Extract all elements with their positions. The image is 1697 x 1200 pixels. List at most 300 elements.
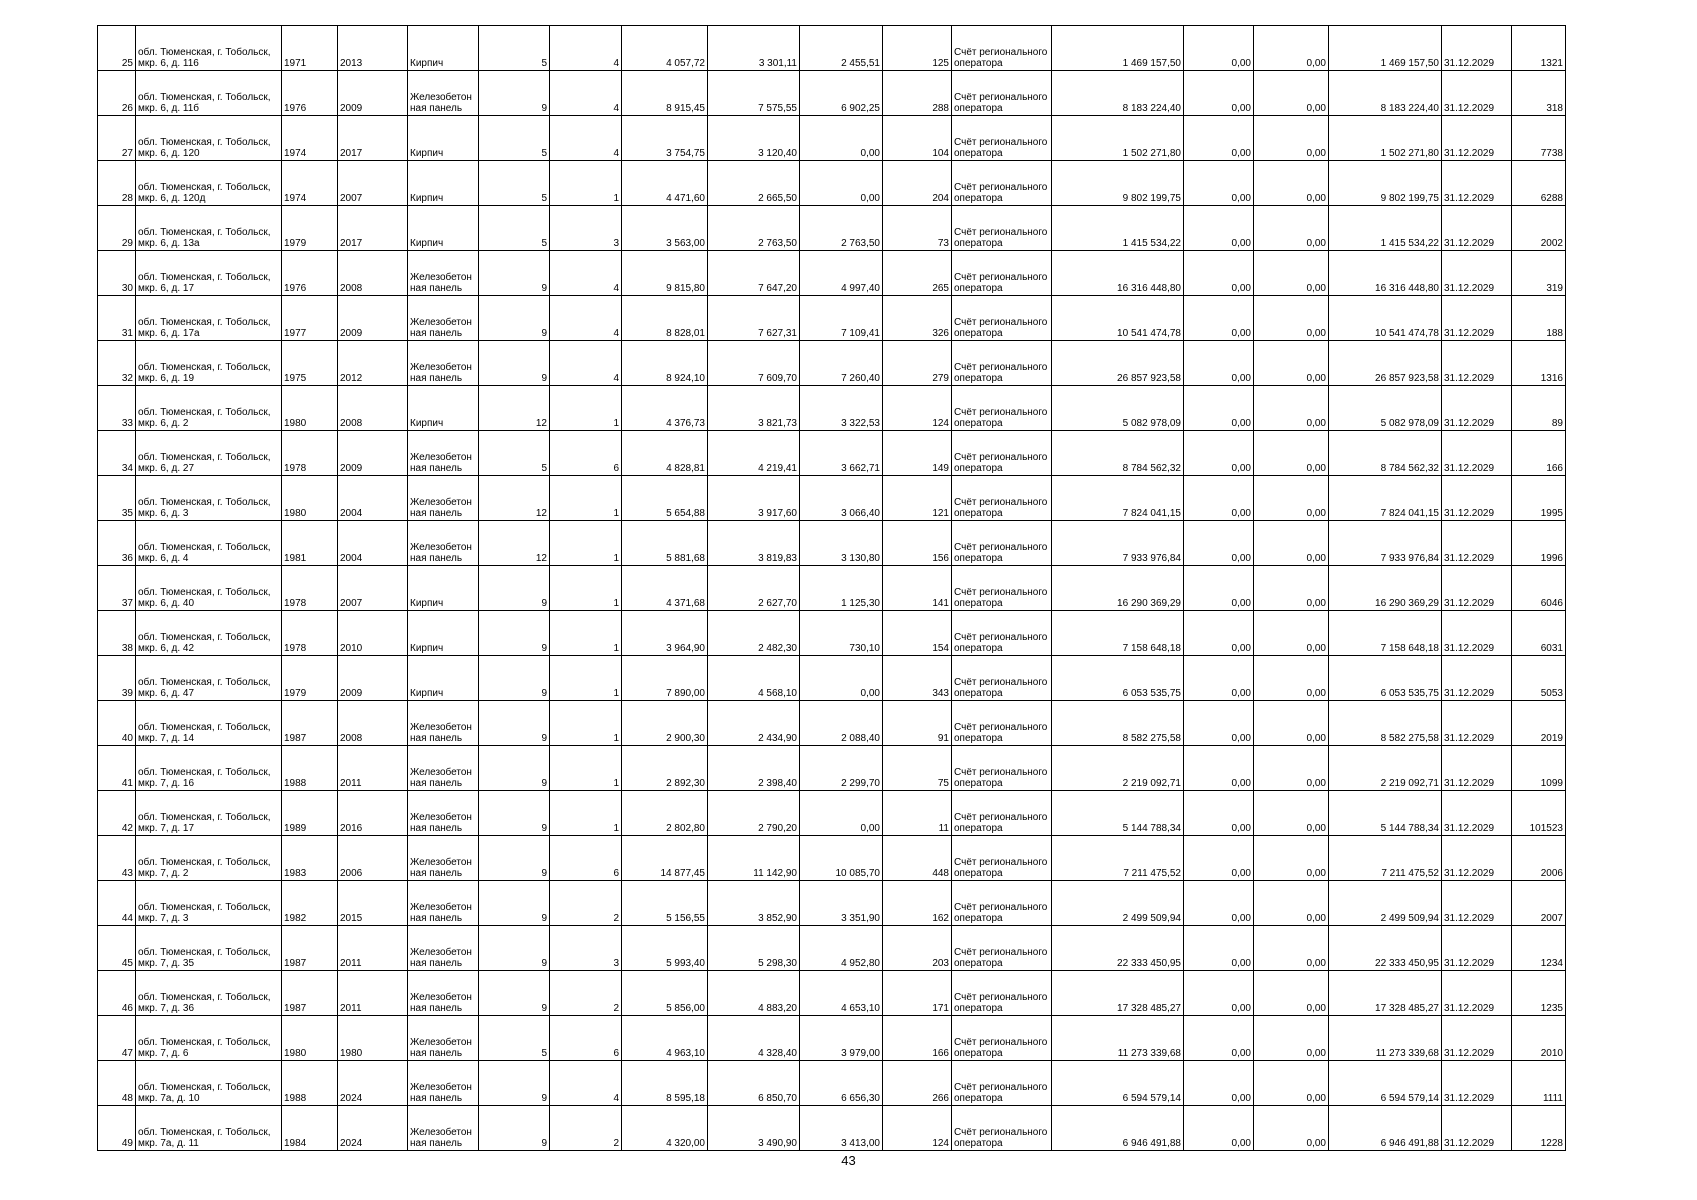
cell-house-id: 1316	[1512, 341, 1566, 386]
cell-total-area: 8 915,45	[622, 71, 708, 116]
cell-wall-material: Кирпич	[408, 26, 479, 71]
cell-residents: 154	[883, 611, 952, 656]
cell-year-built: 1976	[282, 251, 338, 296]
cell-fund-method: Счёт регионального оператора	[952, 836, 1052, 881]
cell-floors: 9	[479, 1106, 550, 1151]
cell-fund-method: Счёт регионального оператора	[952, 791, 1052, 836]
cell-cost-other: 0,00	[1254, 701, 1329, 746]
cell-cost-other: 0,00	[1254, 881, 1329, 926]
cell-total-area: 8 828,01	[622, 296, 708, 341]
cell-year-renovated: 2009	[338, 296, 408, 341]
cell-floors: 9	[479, 656, 550, 701]
cell-row-number: 37	[98, 566, 136, 611]
cell-address: обл. Тюменская, г. Тобольск, мкр. 6, д. 42	[136, 611, 282, 656]
cell-own-funds: 2 219 092,71	[1329, 746, 1442, 791]
cell-completion-date: 31.12.2029	[1442, 566, 1512, 611]
cell-year-renovated: 2012	[338, 341, 408, 386]
cell-total-cost: 1 469 157,50	[1052, 26, 1184, 71]
cell-own-funds: 16 316 448,80	[1329, 251, 1442, 296]
cell-row-number: 40	[98, 701, 136, 746]
cell-entrances: 4	[550, 26, 622, 71]
cell-floors: 9	[479, 791, 550, 836]
cell-entrances: 6	[550, 431, 622, 476]
cell-year-built: 1987	[282, 926, 338, 971]
cell-residents: 279	[883, 341, 952, 386]
cell-wall-material: Железобетонная панель	[408, 701, 479, 746]
cell-completion-date: 31.12.2029	[1442, 881, 1512, 926]
cell-completion-date: 31.12.2029	[1442, 746, 1512, 791]
cell-house-id: 5053	[1512, 656, 1566, 701]
cell-own-funds: 7 158 648,18	[1329, 611, 1442, 656]
cell-residential-area: 7 575,55	[708, 71, 800, 116]
cell-fund-method: Счёт регионального оператора	[952, 521, 1052, 566]
cell-fund-method: Счёт регионального оператора	[952, 1106, 1052, 1151]
cell-address: обл. Тюменская, г. Тобольск, мкр. 7, д. 16	[136, 746, 282, 791]
cell-cost-other: 0,00	[1254, 206, 1329, 251]
cell-total-area: 3 754,75	[622, 116, 708, 161]
cell-house-id: 6288	[1512, 161, 1566, 206]
cell-row-number: 47	[98, 1016, 136, 1061]
table-row	[98, 161, 1566, 206]
cell-year-renovated: 2011	[338, 926, 408, 971]
cell-cost-subsidy: 0,00	[1184, 476, 1254, 521]
cell-entrances: 2	[550, 971, 622, 1016]
cell-floors: 9	[479, 701, 550, 746]
cell-residents: 156	[883, 521, 952, 566]
cell-row-number: 45	[98, 926, 136, 971]
cell-wall-material: Кирпич	[408, 566, 479, 611]
cell-fund-method: Счёт регионального оператора	[952, 71, 1052, 116]
cell-house-id: 1235	[1512, 971, 1566, 1016]
cell-own-funds: 6 594 579,14	[1329, 1061, 1442, 1106]
cell-address: обл. Тюменская, г. Тобольск, мкр. 6, д. 2	[136, 386, 282, 431]
cell-fund-method: Счёт регионального оператора	[952, 476, 1052, 521]
cell-cost-other: 0,00	[1254, 116, 1329, 161]
cell-total-cost: 17 328 485,27	[1052, 971, 1184, 1016]
cell-wall-material: Кирпич	[408, 116, 479, 161]
cell-entrances: 6	[550, 1016, 622, 1061]
cell-private-area: 0,00	[800, 116, 883, 161]
cell-own-funds: 6 053 535,75	[1329, 656, 1442, 701]
cell-own-funds: 7 211 475,52	[1329, 836, 1442, 881]
cell-year-renovated: 2011	[338, 746, 408, 791]
cell-residents: 343	[883, 656, 952, 701]
cell-fund-method: Счёт регионального оператора	[952, 161, 1052, 206]
cell-fund-method: Счёт регионального оператора	[952, 926, 1052, 971]
cell-address: обл. Тюменская, г. Тобольск, мкр. 7, д. 35	[136, 926, 282, 971]
cell-wall-material: Железобетонная панель	[408, 926, 479, 971]
cell-cost-subsidy: 0,00	[1184, 431, 1254, 476]
cell-residential-area: 3 120,40	[708, 116, 800, 161]
cell-year-built: 1977	[282, 296, 338, 341]
cell-entrances: 1	[550, 656, 622, 701]
cell-residential-area: 3 852,90	[708, 881, 800, 926]
cell-cost-other: 0,00	[1254, 1106, 1329, 1151]
cell-year-built: 1982	[282, 881, 338, 926]
table-row	[98, 521, 1566, 566]
cell-year-renovated: 2024	[338, 1106, 408, 1151]
cell-completion-date: 31.12.2029	[1442, 791, 1512, 836]
cell-residents: 11	[883, 791, 952, 836]
cell-year-built: 1988	[282, 1061, 338, 1106]
cell-house-id: 1996	[1512, 521, 1566, 566]
cell-year-built: 1978	[282, 611, 338, 656]
cell-own-funds: 10 541 474,78	[1329, 296, 1442, 341]
cell-house-id: 89	[1512, 386, 1566, 431]
cell-residents: 141	[883, 566, 952, 611]
table-row	[98, 791, 1566, 836]
cell-private-area: 730,10	[800, 611, 883, 656]
table-row	[98, 656, 1566, 701]
cell-entrances: 4	[550, 296, 622, 341]
cell-own-funds: 1 415 534,22	[1329, 206, 1442, 251]
cell-private-area: 2 299,70	[800, 746, 883, 791]
cell-total-area: 4 057,72	[622, 26, 708, 71]
cell-year-built: 1974	[282, 161, 338, 206]
cell-total-cost: 11 273 339,68	[1052, 1016, 1184, 1061]
cell-row-number: 42	[98, 791, 136, 836]
cell-completion-date: 31.12.2029	[1442, 1106, 1512, 1151]
cell-entrances: 4	[550, 341, 622, 386]
cell-year-renovated: 2017	[338, 206, 408, 251]
cell-residents: 75	[883, 746, 952, 791]
cell-cost-other: 0,00	[1254, 161, 1329, 206]
cell-entrances: 3	[550, 926, 622, 971]
table-row	[98, 926, 1566, 971]
cell-floors: 5	[479, 26, 550, 71]
cell-entrances: 4	[550, 71, 622, 116]
cell-cost-other: 0,00	[1254, 71, 1329, 116]
cell-completion-date: 31.12.2029	[1442, 611, 1512, 656]
cell-wall-material: Железобетонная панель	[408, 341, 479, 386]
cell-total-area: 4 828,81	[622, 431, 708, 476]
cell-total-area: 4 371,68	[622, 566, 708, 611]
cell-entrances: 1	[550, 521, 622, 566]
cell-completion-date: 31.12.2029	[1442, 251, 1512, 296]
cell-address: обл. Тюменская, г. Тобольск, мкр. 6, д. 120	[136, 116, 282, 161]
cell-year-built: 1980	[282, 386, 338, 431]
cell-cost-subsidy: 0,00	[1184, 161, 1254, 206]
cell-residential-area: 2 434,90	[708, 701, 800, 746]
cell-total-area: 4 376,73	[622, 386, 708, 431]
cell-year-built: 1987	[282, 971, 338, 1016]
cell-row-number: 49	[98, 1106, 136, 1151]
cell-address: обл. Тюменская, г. Тобольск, мкр. 7, д. 6	[136, 1016, 282, 1061]
cell-own-funds: 1 502 271,80	[1329, 116, 1442, 161]
cell-house-id: 2007	[1512, 881, 1566, 926]
cell-total-cost: 1 415 534,22	[1052, 206, 1184, 251]
cell-address: обл. Тюменская, г. Тобольск, мкр. 7, д. 36	[136, 971, 282, 1016]
cell-residents: 162	[883, 881, 952, 926]
cell-own-funds: 26 857 923,58	[1329, 341, 1442, 386]
cell-cost-other: 0,00	[1254, 521, 1329, 566]
cell-wall-material: Железобетонная панель	[408, 296, 479, 341]
cell-own-funds: 8 582 275,58	[1329, 701, 1442, 746]
cell-year-built: 1978	[282, 431, 338, 476]
cell-cost-other: 0,00	[1254, 431, 1329, 476]
cell-residential-area: 4 219,41	[708, 431, 800, 476]
table-row	[98, 611, 1566, 656]
table-row	[98, 746, 1566, 791]
table-row	[98, 206, 1566, 251]
cell-own-funds: 2 499 509,94	[1329, 881, 1442, 926]
cell-fund-method: Счёт регионального оператора	[952, 566, 1052, 611]
cell-year-renovated: 1980	[338, 1016, 408, 1061]
cell-completion-date: 31.12.2029	[1442, 1061, 1512, 1106]
cell-total-area: 3 964,90	[622, 611, 708, 656]
cell-completion-date: 31.12.2029	[1442, 431, 1512, 476]
cell-address: обл. Тюменская, г. Тобольск, мкр. 6, д. 47	[136, 656, 282, 701]
cell-total-area: 5 156,55	[622, 881, 708, 926]
cell-wall-material: Кирпич	[408, 611, 479, 656]
table-row	[98, 71, 1566, 116]
cell-cost-other: 0,00	[1254, 386, 1329, 431]
cell-address: обл. Тюменская, г. Тобольск, мкр. 6, д. 116	[136, 26, 282, 71]
cell-private-area: 6 656,30	[800, 1061, 883, 1106]
cell-residential-area: 5 298,30	[708, 926, 800, 971]
cell-address: обл. Тюменская, г. Тобольск, мкр. 7а, д. 11	[136, 1106, 282, 1151]
cell-row-number: 25	[98, 26, 136, 71]
cell-fund-method: Счёт регионального оператора	[952, 206, 1052, 251]
cell-residents: 203	[883, 926, 952, 971]
cell-floors: 12	[479, 476, 550, 521]
cell-cost-subsidy: 0,00	[1184, 206, 1254, 251]
cell-cost-subsidy: 0,00	[1184, 656, 1254, 701]
cell-private-area: 4 653,10	[800, 971, 883, 1016]
cell-entrances: 2	[550, 881, 622, 926]
cell-house-id: 318	[1512, 71, 1566, 116]
cell-completion-date: 31.12.2029	[1442, 161, 1512, 206]
cell-year-renovated: 2024	[338, 1061, 408, 1106]
table-row	[98, 296, 1566, 341]
cell-entrances: 1	[550, 611, 622, 656]
cell-fund-method: Счёт регионального оператора	[952, 611, 1052, 656]
cell-year-renovated: 2004	[338, 476, 408, 521]
cell-residential-area: 7 609,70	[708, 341, 800, 386]
cell-row-number: 33	[98, 386, 136, 431]
cell-year-renovated: 2016	[338, 791, 408, 836]
cell-own-funds: 11 273 339,68	[1329, 1016, 1442, 1061]
cell-row-number: 46	[98, 971, 136, 1016]
cell-wall-material: Кирпич	[408, 161, 479, 206]
cell-address: обл. Тюменская, г. Тобольск, мкр. 6, д. 3	[136, 476, 282, 521]
cell-row-number: 44	[98, 881, 136, 926]
cell-total-cost: 10 541 474,78	[1052, 296, 1184, 341]
cell-floors: 5	[479, 1016, 550, 1061]
cell-completion-date: 31.12.2029	[1442, 926, 1512, 971]
cell-residents: 91	[883, 701, 952, 746]
cell-private-area: 4 952,80	[800, 926, 883, 971]
table-row	[98, 251, 1566, 296]
cell-residents: 124	[883, 386, 952, 431]
cell-total-area: 5 881,68	[622, 521, 708, 566]
cell-residents: 326	[883, 296, 952, 341]
cell-fund-method: Счёт регионального оператора	[952, 341, 1052, 386]
cell-fund-method: Счёт регионального оператора	[952, 701, 1052, 746]
cell-row-number: 29	[98, 206, 136, 251]
cell-cost-other: 0,00	[1254, 611, 1329, 656]
cell-cost-subsidy: 0,00	[1184, 971, 1254, 1016]
cell-residential-area: 3 917,60	[708, 476, 800, 521]
cell-floors: 12	[479, 521, 550, 566]
cell-house-id: 6046	[1512, 566, 1566, 611]
cell-floors: 5	[479, 431, 550, 476]
cell-total-cost: 5 082 978,09	[1052, 386, 1184, 431]
table-row	[98, 26, 1566, 71]
cell-residential-area: 2 665,50	[708, 161, 800, 206]
cell-house-id: 2006	[1512, 836, 1566, 881]
cell-house-id: 2010	[1512, 1016, 1566, 1061]
table-row	[98, 341, 1566, 386]
cell-year-built: 1979	[282, 656, 338, 701]
cell-cost-subsidy: 0,00	[1184, 791, 1254, 836]
cell-cost-other: 0,00	[1254, 971, 1329, 1016]
cell-year-built: 1988	[282, 746, 338, 791]
cell-total-area: 7 890,00	[622, 656, 708, 701]
cell-residential-area: 11 142,90	[708, 836, 800, 881]
cell-year-built: 1984	[282, 1106, 338, 1151]
cell-private-area: 3 351,90	[800, 881, 883, 926]
cell-floors: 9	[479, 971, 550, 1016]
cell-row-number: 32	[98, 341, 136, 386]
table-row	[98, 971, 1566, 1016]
cell-floors: 9	[479, 296, 550, 341]
cell-row-number: 36	[98, 521, 136, 566]
cell-fund-method: Счёт регионального оператора	[952, 656, 1052, 701]
cell-total-cost: 16 316 448,80	[1052, 251, 1184, 296]
cell-total-cost: 8 582 275,58	[1052, 701, 1184, 746]
cell-year-built: 1981	[282, 521, 338, 566]
cell-year-renovated: 2007	[338, 161, 408, 206]
cell-floors: 12	[479, 386, 550, 431]
cell-address: обл. Тюменская, г. Тобольск, мкр. 6, д. 13а	[136, 206, 282, 251]
cell-row-number: 35	[98, 476, 136, 521]
cell-entrances: 1	[550, 746, 622, 791]
cell-total-cost: 7 824 041,15	[1052, 476, 1184, 521]
cell-total-cost: 22 333 450,95	[1052, 926, 1184, 971]
cell-fund-method: Счёт регионального оператора	[952, 881, 1052, 926]
cell-total-area: 4 963,10	[622, 1016, 708, 1061]
cell-private-area: 3 130,80	[800, 521, 883, 566]
houses-table	[97, 25, 1566, 1151]
cell-private-area: 4 997,40	[800, 251, 883, 296]
cell-wall-material: Железобетонная панель	[408, 431, 479, 476]
cell-fund-method: Счёт регионального оператора	[952, 251, 1052, 296]
cell-total-cost: 6 946 491,88	[1052, 1106, 1184, 1151]
cell-cost-subsidy: 0,00	[1184, 251, 1254, 296]
cell-own-funds: 9 802 199,75	[1329, 161, 1442, 206]
cell-total-cost: 26 857 923,58	[1052, 341, 1184, 386]
table-row	[98, 566, 1566, 611]
cell-house-id: 7738	[1512, 116, 1566, 161]
table-row	[98, 386, 1566, 431]
cell-own-funds: 7 933 976,84	[1329, 521, 1442, 566]
cell-cost-other: 0,00	[1254, 296, 1329, 341]
cell-floors: 9	[479, 251, 550, 296]
cell-fund-method: Счёт регионального оператора	[952, 26, 1052, 71]
cell-cost-subsidy: 0,00	[1184, 71, 1254, 116]
cell-year-built: 1978	[282, 566, 338, 611]
cell-cost-other: 0,00	[1254, 926, 1329, 971]
cell-fund-method: Счёт регионального оператора	[952, 116, 1052, 161]
page-number: 43	[841, 1153, 856, 1168]
cell-cost-subsidy: 0,00	[1184, 386, 1254, 431]
cell-year-built: 1974	[282, 116, 338, 161]
cell-completion-date: 31.12.2029	[1442, 71, 1512, 116]
cell-entrances: 1	[550, 476, 622, 521]
cell-residential-area: 4 883,20	[708, 971, 800, 1016]
cell-cost-subsidy: 0,00	[1184, 611, 1254, 656]
cell-row-number: 34	[98, 431, 136, 476]
cell-completion-date: 31.12.2029	[1442, 836, 1512, 881]
cell-residents: 125	[883, 26, 952, 71]
cell-year-built: 1989	[282, 791, 338, 836]
cell-residential-area: 2 790,20	[708, 791, 800, 836]
cell-cost-other: 0,00	[1254, 476, 1329, 521]
cell-completion-date: 31.12.2029	[1442, 701, 1512, 746]
cell-private-area: 3 413,00	[800, 1106, 883, 1151]
cell-wall-material: Железобетонная панель	[408, 791, 479, 836]
cell-address: обл. Тюменская, г. Тобольск, мкр. 6, д. 40	[136, 566, 282, 611]
cell-wall-material: Железобетонная панель	[408, 1106, 479, 1151]
cell-total-area: 5 654,88	[622, 476, 708, 521]
cell-cost-other: 0,00	[1254, 1061, 1329, 1106]
cell-fund-method: Счёт регионального оператора	[952, 1061, 1052, 1106]
cell-year-renovated: 2009	[338, 656, 408, 701]
table-row	[98, 701, 1566, 746]
cell-house-id: 188	[1512, 296, 1566, 341]
cell-year-built: 1975	[282, 341, 338, 386]
cell-residential-area: 3 821,73	[708, 386, 800, 431]
cell-residents: 448	[883, 836, 952, 881]
cell-fund-method: Счёт регионального оператора	[952, 1016, 1052, 1061]
cell-house-id: 319	[1512, 251, 1566, 296]
cell-cost-subsidy: 0,00	[1184, 1061, 1254, 1106]
cell-cost-other: 0,00	[1254, 656, 1329, 701]
table-row	[98, 1061, 1566, 1106]
cell-residential-area: 3 819,83	[708, 521, 800, 566]
cell-residential-area: 7 627,31	[708, 296, 800, 341]
cell-house-id: 2019	[1512, 701, 1566, 746]
cell-cost-subsidy: 0,00	[1184, 1016, 1254, 1061]
cell-total-area: 4 320,00	[622, 1106, 708, 1151]
cell-wall-material: Железобетонная панель	[408, 521, 479, 566]
cell-completion-date: 31.12.2029	[1442, 656, 1512, 701]
cell-residential-area: 2 482,30	[708, 611, 800, 656]
cell-cost-subsidy: 0,00	[1184, 836, 1254, 881]
table-row	[98, 836, 1566, 881]
cell-own-funds: 17 328 485,27	[1329, 971, 1442, 1016]
cell-total-area: 5 993,40	[622, 926, 708, 971]
cell-row-number: 43	[98, 836, 136, 881]
cell-cost-other: 0,00	[1254, 341, 1329, 386]
cell-house-id: 1995	[1512, 476, 1566, 521]
cell-own-funds: 1 469 157,50	[1329, 26, 1442, 71]
cell-entrances: 1	[550, 791, 622, 836]
cell-address: обл. Тюменская, г. Тобольск, мкр. 7, д. 17	[136, 791, 282, 836]
cell-cost-other: 0,00	[1254, 746, 1329, 791]
cell-row-number: 30	[98, 251, 136, 296]
table-row	[98, 476, 1566, 521]
cell-residential-area: 6 850,70	[708, 1061, 800, 1106]
cell-residential-area: 3 301,11	[708, 26, 800, 71]
cell-year-renovated: 2017	[338, 116, 408, 161]
cell-private-area: 3 322,53	[800, 386, 883, 431]
cell-cost-other: 0,00	[1254, 251, 1329, 296]
cell-private-area: 2 763,50	[800, 206, 883, 251]
cell-residents: 265	[883, 251, 952, 296]
cell-floors: 5	[479, 116, 550, 161]
